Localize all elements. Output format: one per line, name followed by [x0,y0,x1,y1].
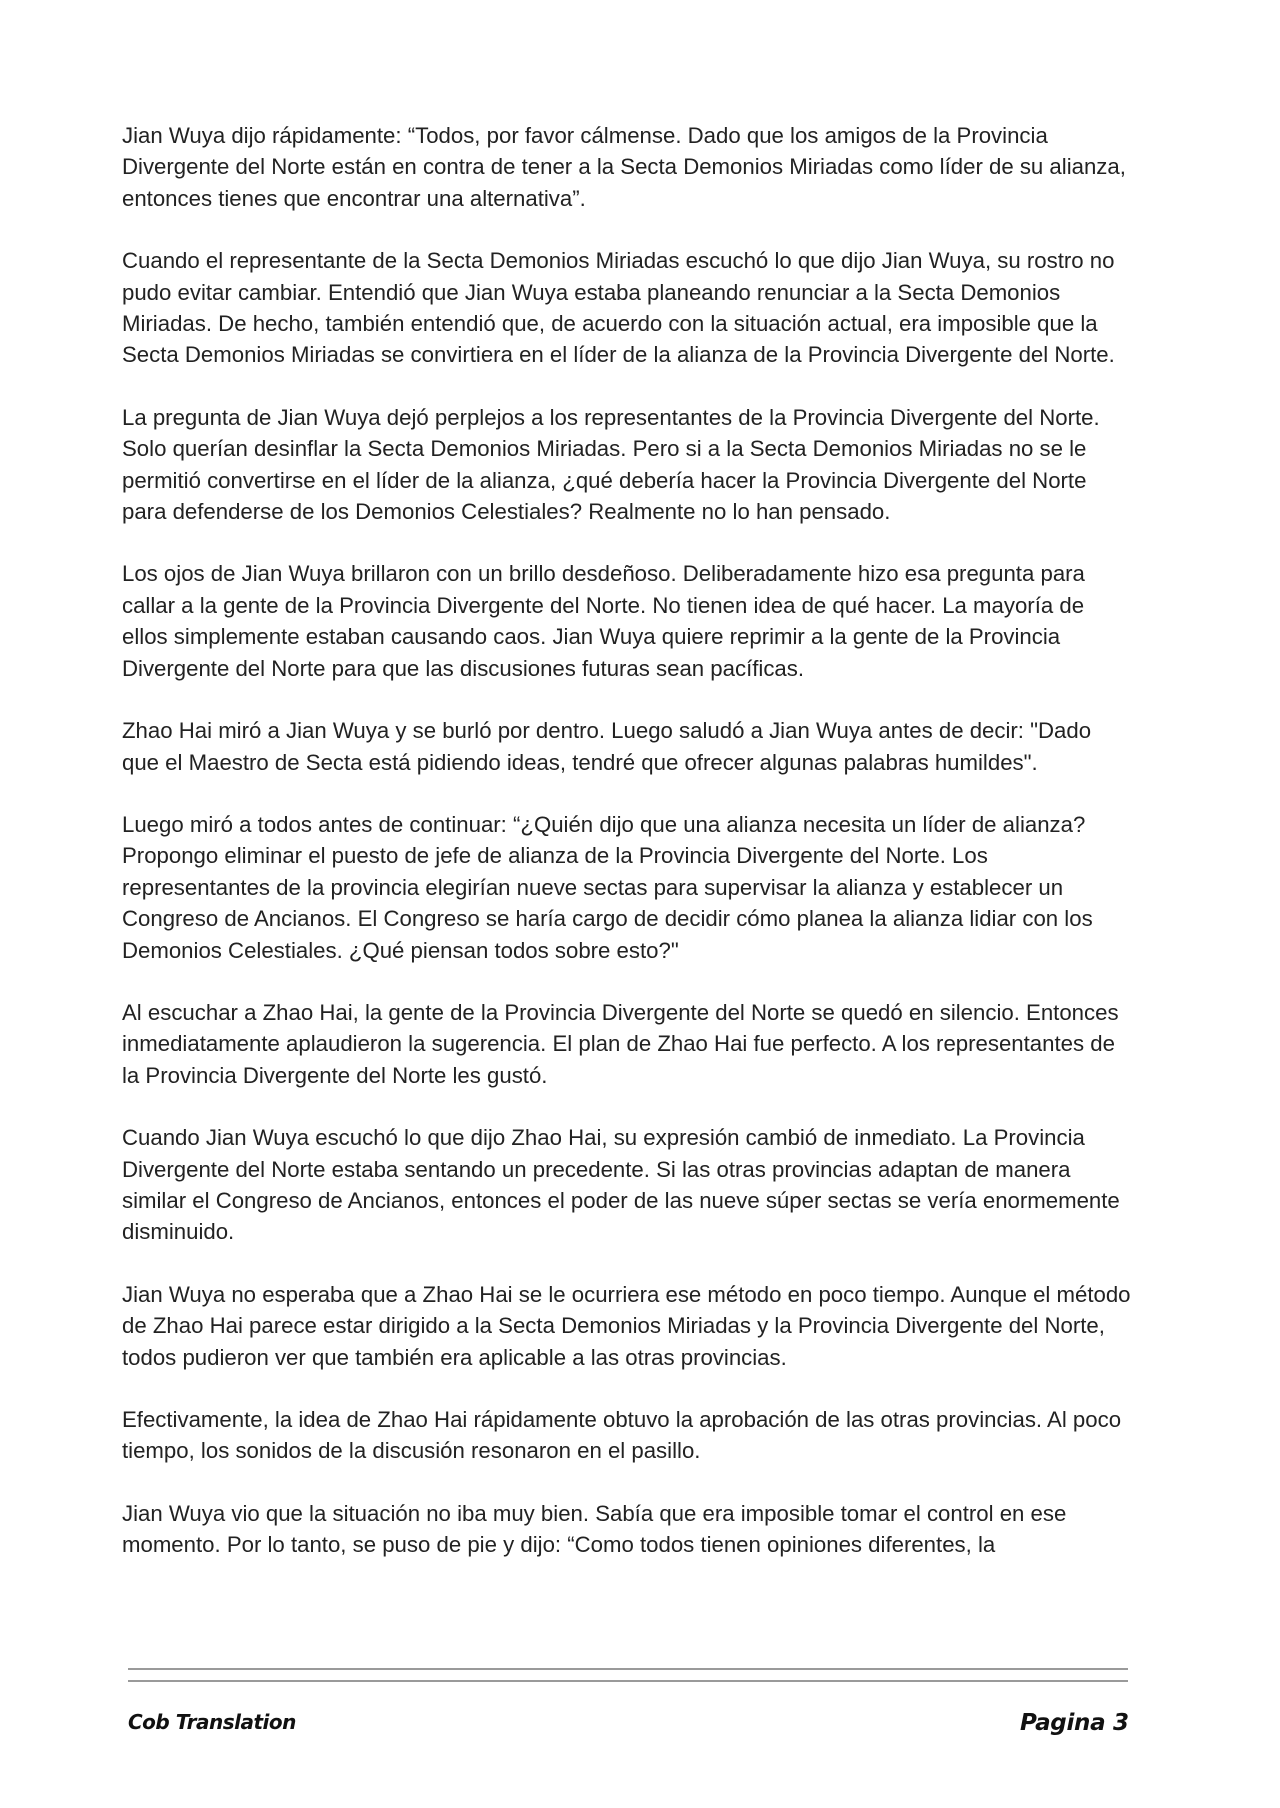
paragraph: La pregunta de Jian Wuya dejó perplejos a los representantes de la Provincia Divergente del Norte. Solo querían desinflar la Secta Demonios Miriadas. Pero si a la Secta Demonios Miriadas no se le permitió convertirse en el líder de la alianza, ¿qué debería hacer la Provincia Divergente del Norte para defenderse de los Demonios Celestiales? Realmente no lo han pensado. [122,404,1100,525]
paragraph: Los ojos de Jian Wuya brillaron con un brillo desdeñoso. Deliberadamente hizo esa pregunta para callar a la gente de la Provincia Divergente del Norte. No tienen idea de qué hacer. La mayoría de ellos simplemente estaban causando caos. Jian Wuya quiere reprimir a la gente de la Provincia Divergente del Norte para que las discusiones futuras sean pacíficas. [122,561,1085,681]
paragraph: Al escuchar a Zhao Hai, la gente de la Provincia Divergente del Norte se quedó en silencio. Entonces inmediatamente aplaudieron la sugerencia. El plan de Zhao Hai fue perfecto. A los representantes de la Provincia Divergente del Norte les gustó. [122,999,1119,1088]
paragraph: Jian Wuya no esperaba que a Zhao Hai se le ocurriera ese método en poco tiempo. Aunque el método de Zhao Hai parece estar dirigido a la Secta Demonios Miriadas y la Provincia Divergente del Norte, todos pudieron ver que también era aplicable a las otras provincias. [122,1281,1131,1370]
paragraph: Jian Wuya vio que la situación no iba muy bien. Sabía que era imposible tomar el control en ese momento. Por lo tanto, se puso de pie y dijo: “Como todos tienen opiniones diferentes, la [122,1500,1067,1558]
footer-page-number: Pagina 3 [1020,1710,1129,1736]
paragraph: Luego miró a todos antes de continuar: “¿Quién dijo que una alianza necesita un líder de alianza? Propongo eliminar el puesto de jefe de alianza de la Provincia Divergente del Norte. Los representantes de la provincia elegirían nueve sectas para supervisar la alianza y establecer un Congreso de Ancianos. El Congreso se haría cargo de decidir cómo planea la alianza lidiar con los Demonios Celestiales. ¿Qué piensan todos sobre esto?" [122,811,1093,963]
footer-divider-bottom [128,1680,1128,1682]
footer-translator-label: Cob Translation [128,1710,296,1734]
paragraph: Cuando el representante de la Secta Demonios Miriadas escuchó lo que dijo Jian Wuya, su rostro no pudo evitar cambiar. Entendió que Jian Wuya estaba planeando renunciar a la Secta Demonios Miriadas. De hecho, también entendió que, de acuerdo con la situación actual, era imposible que la Secta Demonios Miriadas se convirtiera en el líder de la alianza de la Provincia Divergente del Norte. [122,248,1115,368]
paragraph: Efectivamente, la idea de Zhao Hai rápidamente obtuvo la aprobación de las otras provincias. Al poco tiempo, los sonidos de la discusión resonaron en el pasillo. [122,1407,1122,1464]
paragraph: Zhao Hai miró a Jian Wuya y se burló por dentro. Luego saludó a Jian Wuya antes de decir: "Dado que el Maestro de Secta está pidiendo ideas, tendré que ofrecer algunas palabras humildes". [122,718,1092,775]
footer-divider-top [128,1668,1128,1670]
paragraph: Jian Wuya dijo rápidamente: “Todos, por favor cálmense. Dado que los amigos de la Provincia Divergente del Norte están en contra de tener a la Secta Demonios Miriadas como líder de su alianza, entonces tienes que encontrar una alternativa”. [122,123,1126,211]
paragraph: Cuando Jian Wuya escuchó lo que dijo Zhao Hai, su expresión cambió de inmediato. La Provincia Divergente del Norte estaba sentando un precedente. Si las otras provincias adaptan de manera similar el Congreso de Ancianos, entonces el poder de las nueve súper sectas se vería enormemente disminuido. [122,1125,1120,1245]
document-body [122,120,1132,1592]
